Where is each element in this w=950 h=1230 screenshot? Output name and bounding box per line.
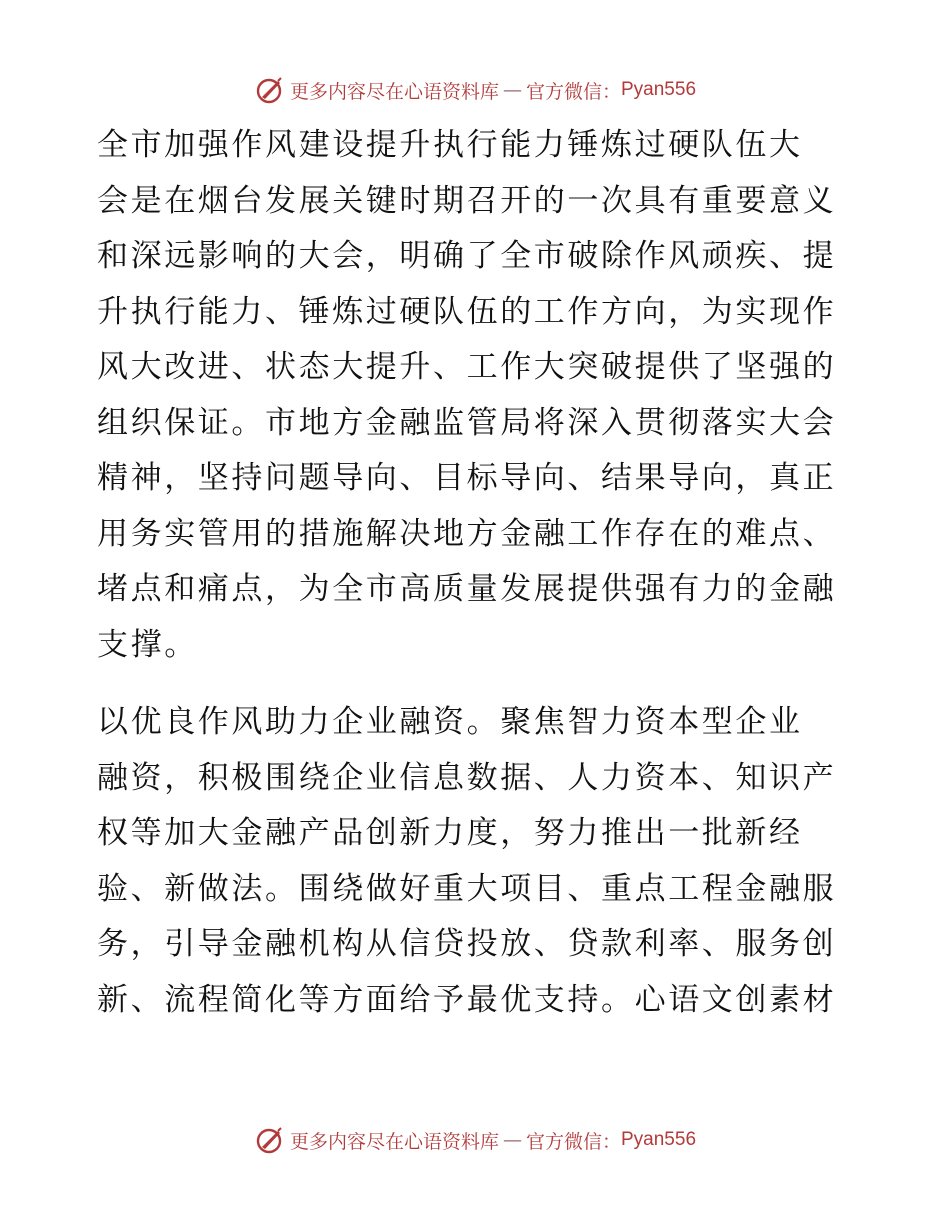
footer-promo-text: 更多内容尽在心语资料库 [289,1130,499,1153]
document-body [97,118,857,1028]
paragraph-2 [97,695,857,1028]
header-wechat-id: Pyan556 [621,79,697,100]
quill-pen-logo-icon [254,75,284,105]
footer-separator: — [502,1129,522,1151]
paragraph-line: 新、流程简化等方面给予最优支持。心语文创素材 [97,981,837,1018]
header-separator: — [502,79,522,101]
paragraph-line: 融资，积极围绕企业信息数据、人力资本、知识产 [97,759,837,796]
paragraph-line: 组织保证。市地方金融监管局将深入贯彻落实大会 [97,404,837,441]
paragraph-line: 支撑。 [97,626,198,663]
paragraph-line: 全市加强作风建设提升执行能力锤炼过硬队伍大 [97,127,803,163]
paragraph-line: 用务实管用的措施解决地方金融工作存在的难点、 [97,515,837,552]
paragraph-line: 权等加大金融产品创新力度，努力推出一批新经 [97,815,803,851]
paragraph-line: 务，引导金融机构从信贷投放、贷款利率、服务创 [97,926,837,962]
header-wechat-label: 官方微信： [525,80,621,103]
paragraph-line: 会是在烟台发展关键时期召开的一次具有重要意义 [97,182,837,219]
footer-wechat-label: 官方微信： [525,1130,621,1153]
paragraph-line: 验、新做法。围绕做好重大项目、重点工程金融服 [97,870,837,907]
header-promo-text: 更多内容尽在心语资料库 [289,80,499,103]
paragraph-line: 以优良作风助力企业融资。聚焦智力资本型企业 [97,704,803,740]
paragraph-line: 升执行能力、锤炼过硬队伍的工作方向，为实现作 [97,293,837,330]
header-watermark-banner [0,70,950,110]
footer-watermark-banner [0,1120,950,1160]
paragraph-line: 和深远影响的大会，明确了全市破除作风顽疾、提 [97,238,837,274]
paragraph-line: 精神，坚持问题导向、目标导向、结果导向，真正 [97,460,837,496]
quill-pen-logo-icon [254,1125,284,1155]
footer-wechat-id: Pyan556 [621,1129,697,1150]
paragraph-1 [97,118,857,673]
paragraph-line: 堵点和痛点，为全市高质量发展提供强有力的金融 [97,571,837,607]
paragraph-line: 风大改进、状态大提升、工作大突破提供了坚强的 [97,349,837,385]
